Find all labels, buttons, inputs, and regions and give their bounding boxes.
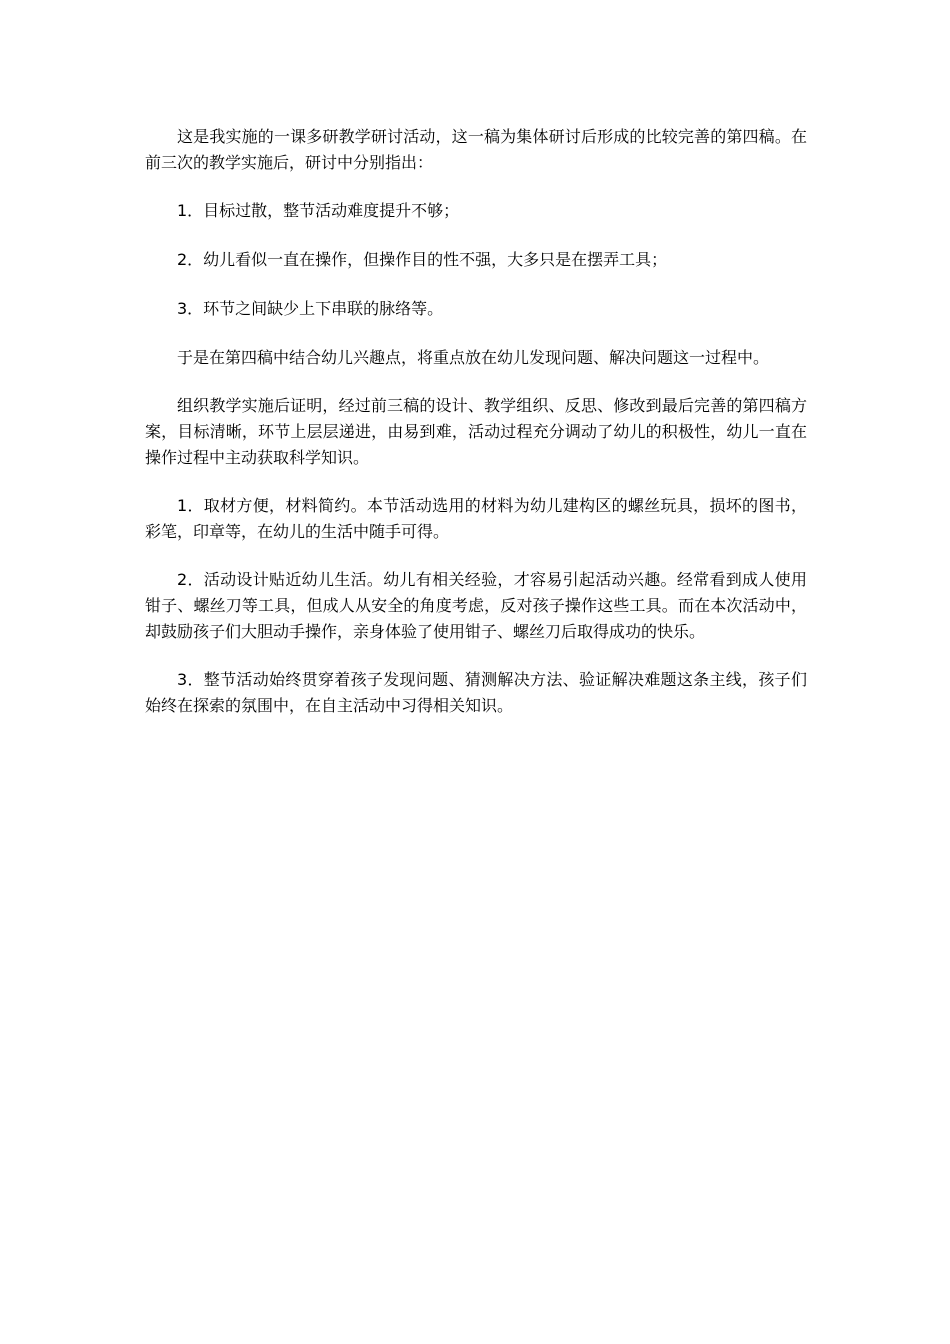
revision-paragraph: 于是在第四稿中结合幼儿兴趣点，将重点放在幼儿发现问题、解决问题这一过程中。: [177, 348, 770, 367]
document-body: [145, 124, 807, 741]
feature-item-3: 3．整节活动始终贯穿着孩子发现问题、猜测解决方法、验证解决难题这条主线，孩子们始终在探索的氛围中，在自主活动中习得相关知识。: [145, 670, 807, 715]
result-paragraph: 组织教学实施后证明，经过前三稿的设计、教学组织、反思、修改到最后完善的第四稿方案，目标清晰，环节上层层递进，由易到难，活动过程充分调动了幼儿的积极性，幼儿一直在操作过程中主动获取科学知识。: [145, 396, 807, 467]
issue-item-3: 3．环节之间缺少上下串联的脉络等。: [177, 299, 444, 318]
intro-paragraph: 这是我实施的一课多研教学研讨活动，这一稿为集体研讨后形成的比较完善的第四稿。在前三次的教学实施后，研讨中分别指出：: [145, 127, 807, 172]
feature-item-2: 2．活动设计贴近幼儿生活。幼儿有相关经验，才容易引起活动兴趣。经常看到成人使用钳子、螺丝刀等工具，但成人从安全的角度考虑，反对孩子操作这些工具。而在本次活动中，却鼓励孩子们大胆动手操作，亲身体验了使用钳子、螺丝刀后取得成功的快乐。: [145, 570, 807, 641]
feature-item-1: 1．取材方便，材料简约。本节活动选用的材料为幼儿建构区的螺丝玩具，损坏的图书，彩笔，印章等，在幼儿的生活中随手可得。: [145, 496, 807, 541]
issue-item-2: 2．幼儿看似一直在操作，但操作目的性不强，大多只是在摆弄工具；: [177, 250, 668, 269]
issue-item-1: 1．目标过散，整节活动难度提升不够；: [177, 201, 460, 220]
